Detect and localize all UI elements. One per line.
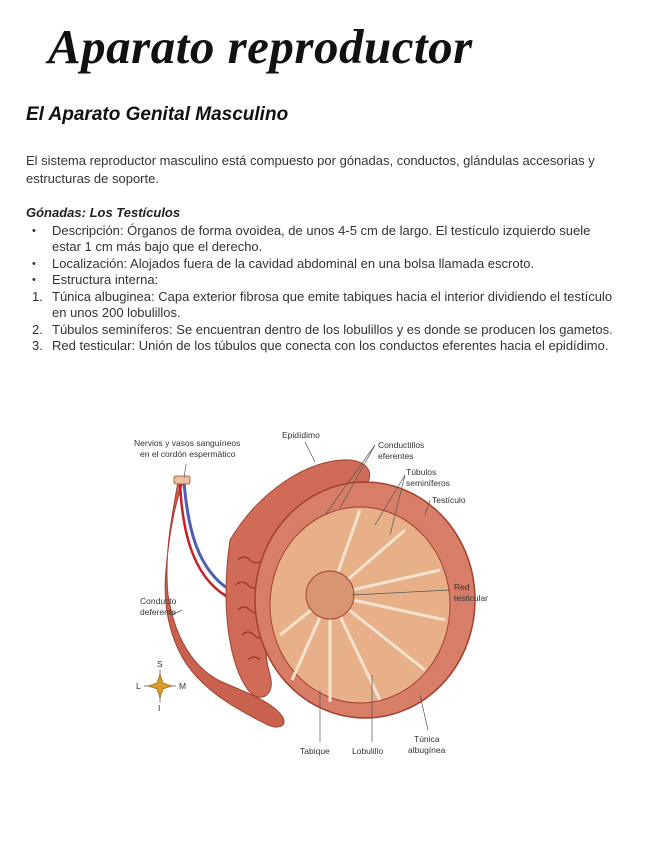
testis-cut-face (270, 507, 450, 703)
label-tunica: albugínea (408, 745, 446, 755)
item-text: Red testicular: Unión de los túbulos que conecta con los conductos eferentes hacia el epidídimo. (52, 338, 609, 353)
label-tabique: Tabique (300, 746, 330, 756)
svg-text:L: L (136, 681, 141, 691)
label-red-testicular: testicular (454, 593, 489, 603)
svg-text:S: S (157, 659, 163, 669)
label-conducto-deferente: Conducto (140, 596, 177, 606)
label-conductillos: eferentes (378, 451, 414, 461)
page-title: Aparato reproductor (48, 19, 473, 74)
label-nervios: en el cordón espermático (140, 449, 236, 459)
item-text: Túnica albuginea: Capa exterior fibrosa que emite tabiques hacia el interior dividiendo el testículo en unos 200 lobulillos. (52, 288, 613, 320)
gonads-section (26, 205, 616, 355)
label-nervios: Nervios y vasos sanguíneos (134, 438, 241, 448)
bullet-item: • Descripción: Órganos de forma ovoidea, de unos 4-5 cm de largo. El testículo izquierdo suele estar 1 cm más bajo que el derecho. (52, 223, 616, 256)
compass-icon (136, 659, 186, 713)
label-tubulos: Túbulos (406, 467, 437, 477)
bullet-list (26, 223, 616, 289)
testis-anatomy-figure (120, 420, 520, 770)
svg-text:I: I (158, 703, 161, 713)
rete-testis (306, 571, 354, 619)
label-red-testicular: Red (454, 582, 470, 592)
numbered-item (32, 321, 616, 339)
intro-paragraph: El sistema reproductor masculino está compuesto por gónadas, conductos, glándulas accesorias y estructuras de soporte. (26, 153, 595, 186)
label-tunica: Túnica (414, 734, 440, 744)
label-tubulos: seminíferos (406, 478, 450, 488)
label-conductillos: Conductillos (378, 440, 425, 450)
label-testiculo: Testículo (432, 495, 466, 505)
bullet-item: • Estructura interna: (52, 272, 616, 289)
section-heading: Gónadas: Los Testículos (26, 205, 181, 220)
item-text: Túbulos seminíferos: Se encuentran dentro de los lobulillos y es donde se producen los gametos. (52, 321, 613, 337)
label-epididimo: Epidídimo (282, 430, 320, 440)
label-lobulillo: Lobulillo (352, 746, 384, 756)
svg-text:M: M (179, 681, 187, 691)
section-subtitle: El Aparato Genital Masculino (26, 104, 289, 125)
item-number: 1. (32, 288, 43, 304)
label-conducto-deferente: deferente (140, 607, 176, 617)
cord-cut (174, 476, 190, 484)
item-number: 3. (32, 338, 43, 353)
numbered-item (32, 338, 616, 355)
numbered-list (26, 289, 616, 355)
numbered-item (32, 288, 616, 322)
bullet-item: • Localización: Alojados fuera de la cavidad abdominal en una bolsa llamada escroto. (52, 256, 616, 273)
item-number: 2. (32, 321, 43, 337)
